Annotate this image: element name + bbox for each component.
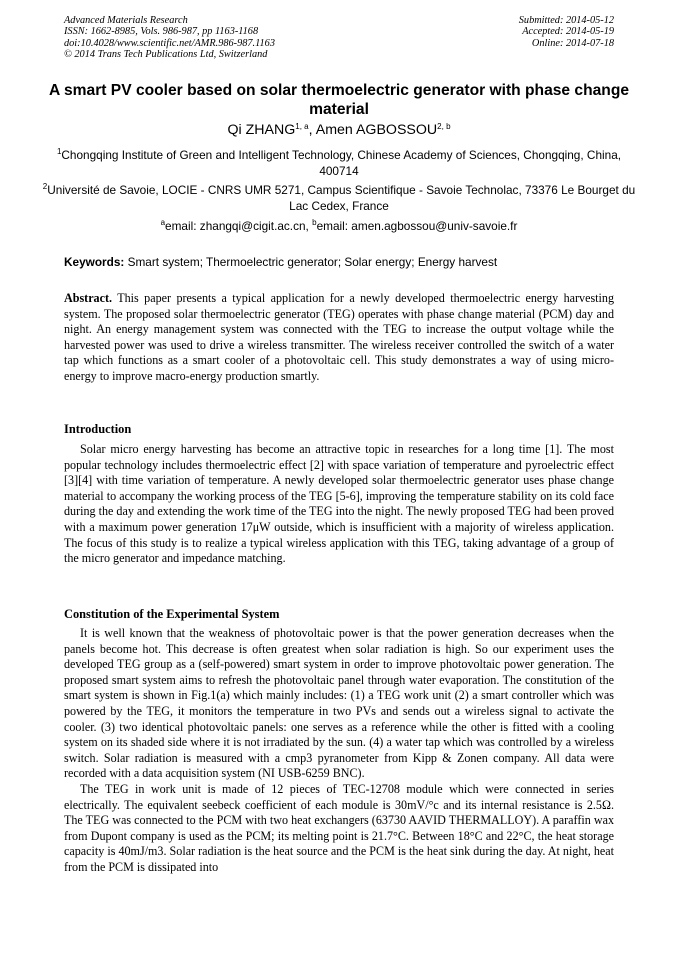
paper-title: A smart PV cooler based on solar thermoelectric generator with phase change material [48,82,630,118]
affiliation-text: Université de Savoie, LOCIE - CNRS UMR 5271, Campus Scientifique - Savoie Technolac, 73376 Le Bourget du Lac Cedex, France [47,183,636,213]
email-mark: b [312,218,317,227]
constitution-heading: Constitution of the Experimental System [64,607,280,621]
email-text: email: zhangqi@cigit.ac.cn, [165,219,313,233]
author-affiliation-mark: 1, a [295,122,309,131]
abstract-text: This paper presents a typical application for a newly developed thermoelectric energy harvesting system. The proposed solar thermoelectric generator (TEG) operates with phase change material (PCM) day and night. An energy management system was connected with the TEG to increase the output voltage while the harvested power was used to drive a wireless transmitter. The wireless receiver controlled the switch of a water tap which functions as a smart cooler of a photovoltaic cell. This study demonstrates a way of using micro-energy to improve macro-energy production smartly. [64,291,614,383]
author-affiliation-mark: 2, b [437,122,451,131]
keywords-text: Smart system; Thermoelectric generator; Solar energy; Energy harvest [124,255,498,269]
abstract-label: Abstract. [64,291,113,305]
introduction-paragraph: Solar micro energy harvesting has become an attractive topic in researches for a long time [1]. The most popular technology includes thermoelectric effect [2] with space variation of temperature and pyroelectric effect [3][4] with time variation of temperature. A newly developed solar thermoelectric generator uses phase change material to accompany the working process of the TEG [5-6], improving the temperature stability on its cold face during the day and extending the work time of the TEG into the night. The newly proposed TEG had been proved with a maximum power generation 17μW outside, which is insufficient with a majority of wireless application. The focus of this study is to realize a typical wireless application with this TEG, taking advantage of a group of the micro generator and impedance matching. [64,442,614,566]
online-date: Online: 2014-07-18 [531,37,614,49]
keywords-label: Keywords: [64,255,125,269]
author-name: Amen AGBOSSOU [315,122,438,138]
introduction-heading: Introduction [64,422,132,436]
issn-line: ISSN: 1662-8985, Vols. 986-987, pp 1163-1168 [64,26,259,38]
journal-name: Advanced Materials Research [64,15,188,26]
introduction-body [64,442,614,567]
constitution-body [64,626,614,876]
journal-header [64,15,275,60]
author-list [40,121,638,139]
author-name: Qi ZHANG [227,122,296,138]
affiliation-mark: 1 [56,147,62,156]
keywords [64,255,616,270]
accepted-date: Accepted: 2014-05-19 [522,26,614,38]
dates-header [519,15,614,49]
email-text: email: amen.agbossou@univ-savoie.fr [316,219,518,233]
constitution-paragraph-2: The TEG in work unit is made of 12 pieces of TEC-12708 module which were connected in series electrically. The equivalent seebeck coefficient of each module is 30mV/°c and its internal resistance is 2.5Ω. The TEG was connected to the PCM with two heat exchangers (63730 AAVID THERMALLOY). A paraffin wax from Dupont company is used as the PCM; its melting point is 21.7°C. Between 18°C and 22°C, the heat storage capacity is 40mJ/m3. Solar radiation is the heat source and the PCM is the heat sink during the day. At night, heat from the PCM is dissipated into [64,781,614,874]
affiliation-2 [40,183,638,214]
constitution-paragraph-1: It is well known that the weakness of photovoltaic power is that the power generation decreases when the panels become hot. This decrease is often greatest when solar radiation is high. So our experiment uses the developed TEG group as a (self-powered) smart system in order to improve photovoltaic power generation. The proposed smart system aims to refresh the photovoltaic panel through water evaporation. The constitution of the smart system is shown in Fig.1(a) which mainly includes: (1) a TEG work unit (2) a smart controller which was powered by the TEG, it monitors the temperature in two PVs and sends out a wireless signal to activate the cooler. (3) two identical photovoltaic panels: one serves as a reference while the other is fitted with a cooling system on its shaded side where it is not irradiated by the sun. (4) a water tap which was controlled by a wireless switch. Solar radiation is measured with a cmp3 pyranometer from Kipp & Zonen company. All data were recorded with a data acquisition system (NI USB-6259 BNC). [64,626,614,781]
doi-line: doi:10.4028/www.scientific.net/AMR.986-987.1163 [64,37,275,49]
submitted-date: Submitted: 2014-05-12 [518,15,614,26]
affiliation-mark: 2 [42,182,48,191]
affiliation-text: Chongqing Institute of Green and Intelligent Technology, Chinese Academy of Sciences, Chongqing, China, 400714 [61,148,622,178]
abstract [64,291,614,385]
author-separator: , [308,122,316,138]
copyright-line: © 2014 Trans Tech Publications Ltd, Switzerland [64,48,268,60]
affiliation-1 [40,148,638,179]
author-emails [40,219,638,235]
email-mark: a [160,218,166,227]
